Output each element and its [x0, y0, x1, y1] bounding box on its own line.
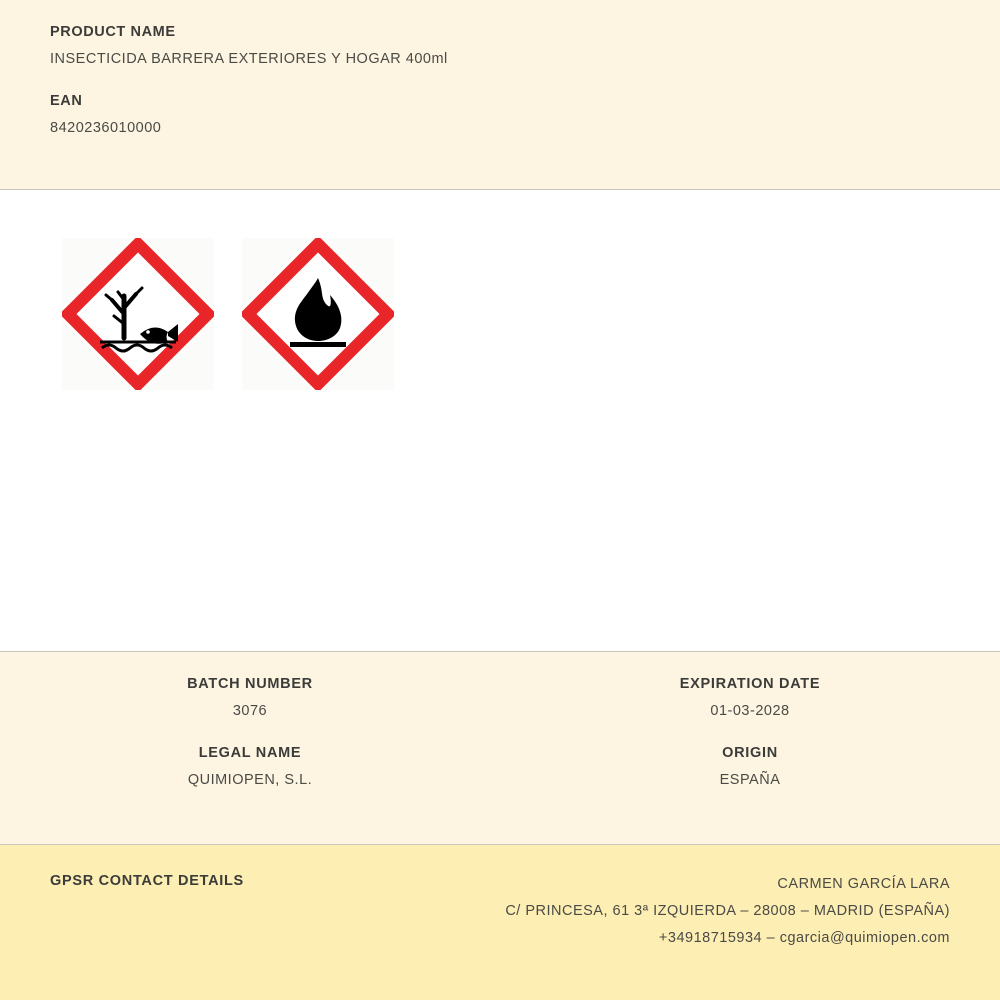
gpsr-contact-block: [0, 845, 1000, 1000]
batch-number-cell: [0, 676, 500, 719]
details-grid: [0, 676, 1000, 788]
ean-value: 8420236010000: [50, 120, 162, 136]
contact-phone-email: +34918715934 – cgarcia@quimiopen.com: [658, 930, 950, 946]
ghs09-environment-icon: [62, 238, 214, 390]
contact-person: CARMEN GARCÍA LARA: [777, 876, 950, 892]
expiration-date-label: EXPIRATION DATE: [679, 676, 821, 692]
gpsr-contact-lines: [505, 871, 950, 952]
origin-label: ORIGIN: [722, 745, 778, 761]
pictogram-row: [62, 238, 950, 390]
origin-cell: [500, 745, 1000, 788]
product-name-field: [50, 24, 950, 67]
details-block: [0, 651, 1000, 845]
batch-number-value: 3076: [232, 703, 268, 719]
product-name-label: PRODUCT NAME: [50, 24, 176, 40]
legal-name-label: LEGAL NAME: [198, 745, 302, 761]
expiration-date-cell: [500, 676, 1000, 719]
gpsr-contact-title: GPSR CONTACT DETAILS: [50, 873, 244, 889]
batch-number-label: BATCH NUMBER: [187, 676, 313, 692]
ean-label: EAN: [50, 93, 83, 109]
ghs02-flammable-icon: [242, 238, 394, 390]
origin-value: ESPAÑA: [719, 772, 781, 788]
product-block: [0, 0, 1000, 190]
product-name-value: INSECTICIDA BARRERA EXTERIORES Y HOGAR 400ml: [50, 51, 448, 67]
legal-name-cell: [0, 745, 500, 788]
pictogram-area: [0, 190, 1000, 651]
ean-field: [50, 93, 950, 136]
expiration-date-value: 01-03-2028: [710, 703, 790, 719]
contact-address: C/ PRINCESA, 61 3ª IZQUIERDA – 28008 – MADRID (ESPAÑA): [505, 903, 950, 919]
legal-name-value: QUIMIOPEN, S.L.: [187, 772, 313, 788]
